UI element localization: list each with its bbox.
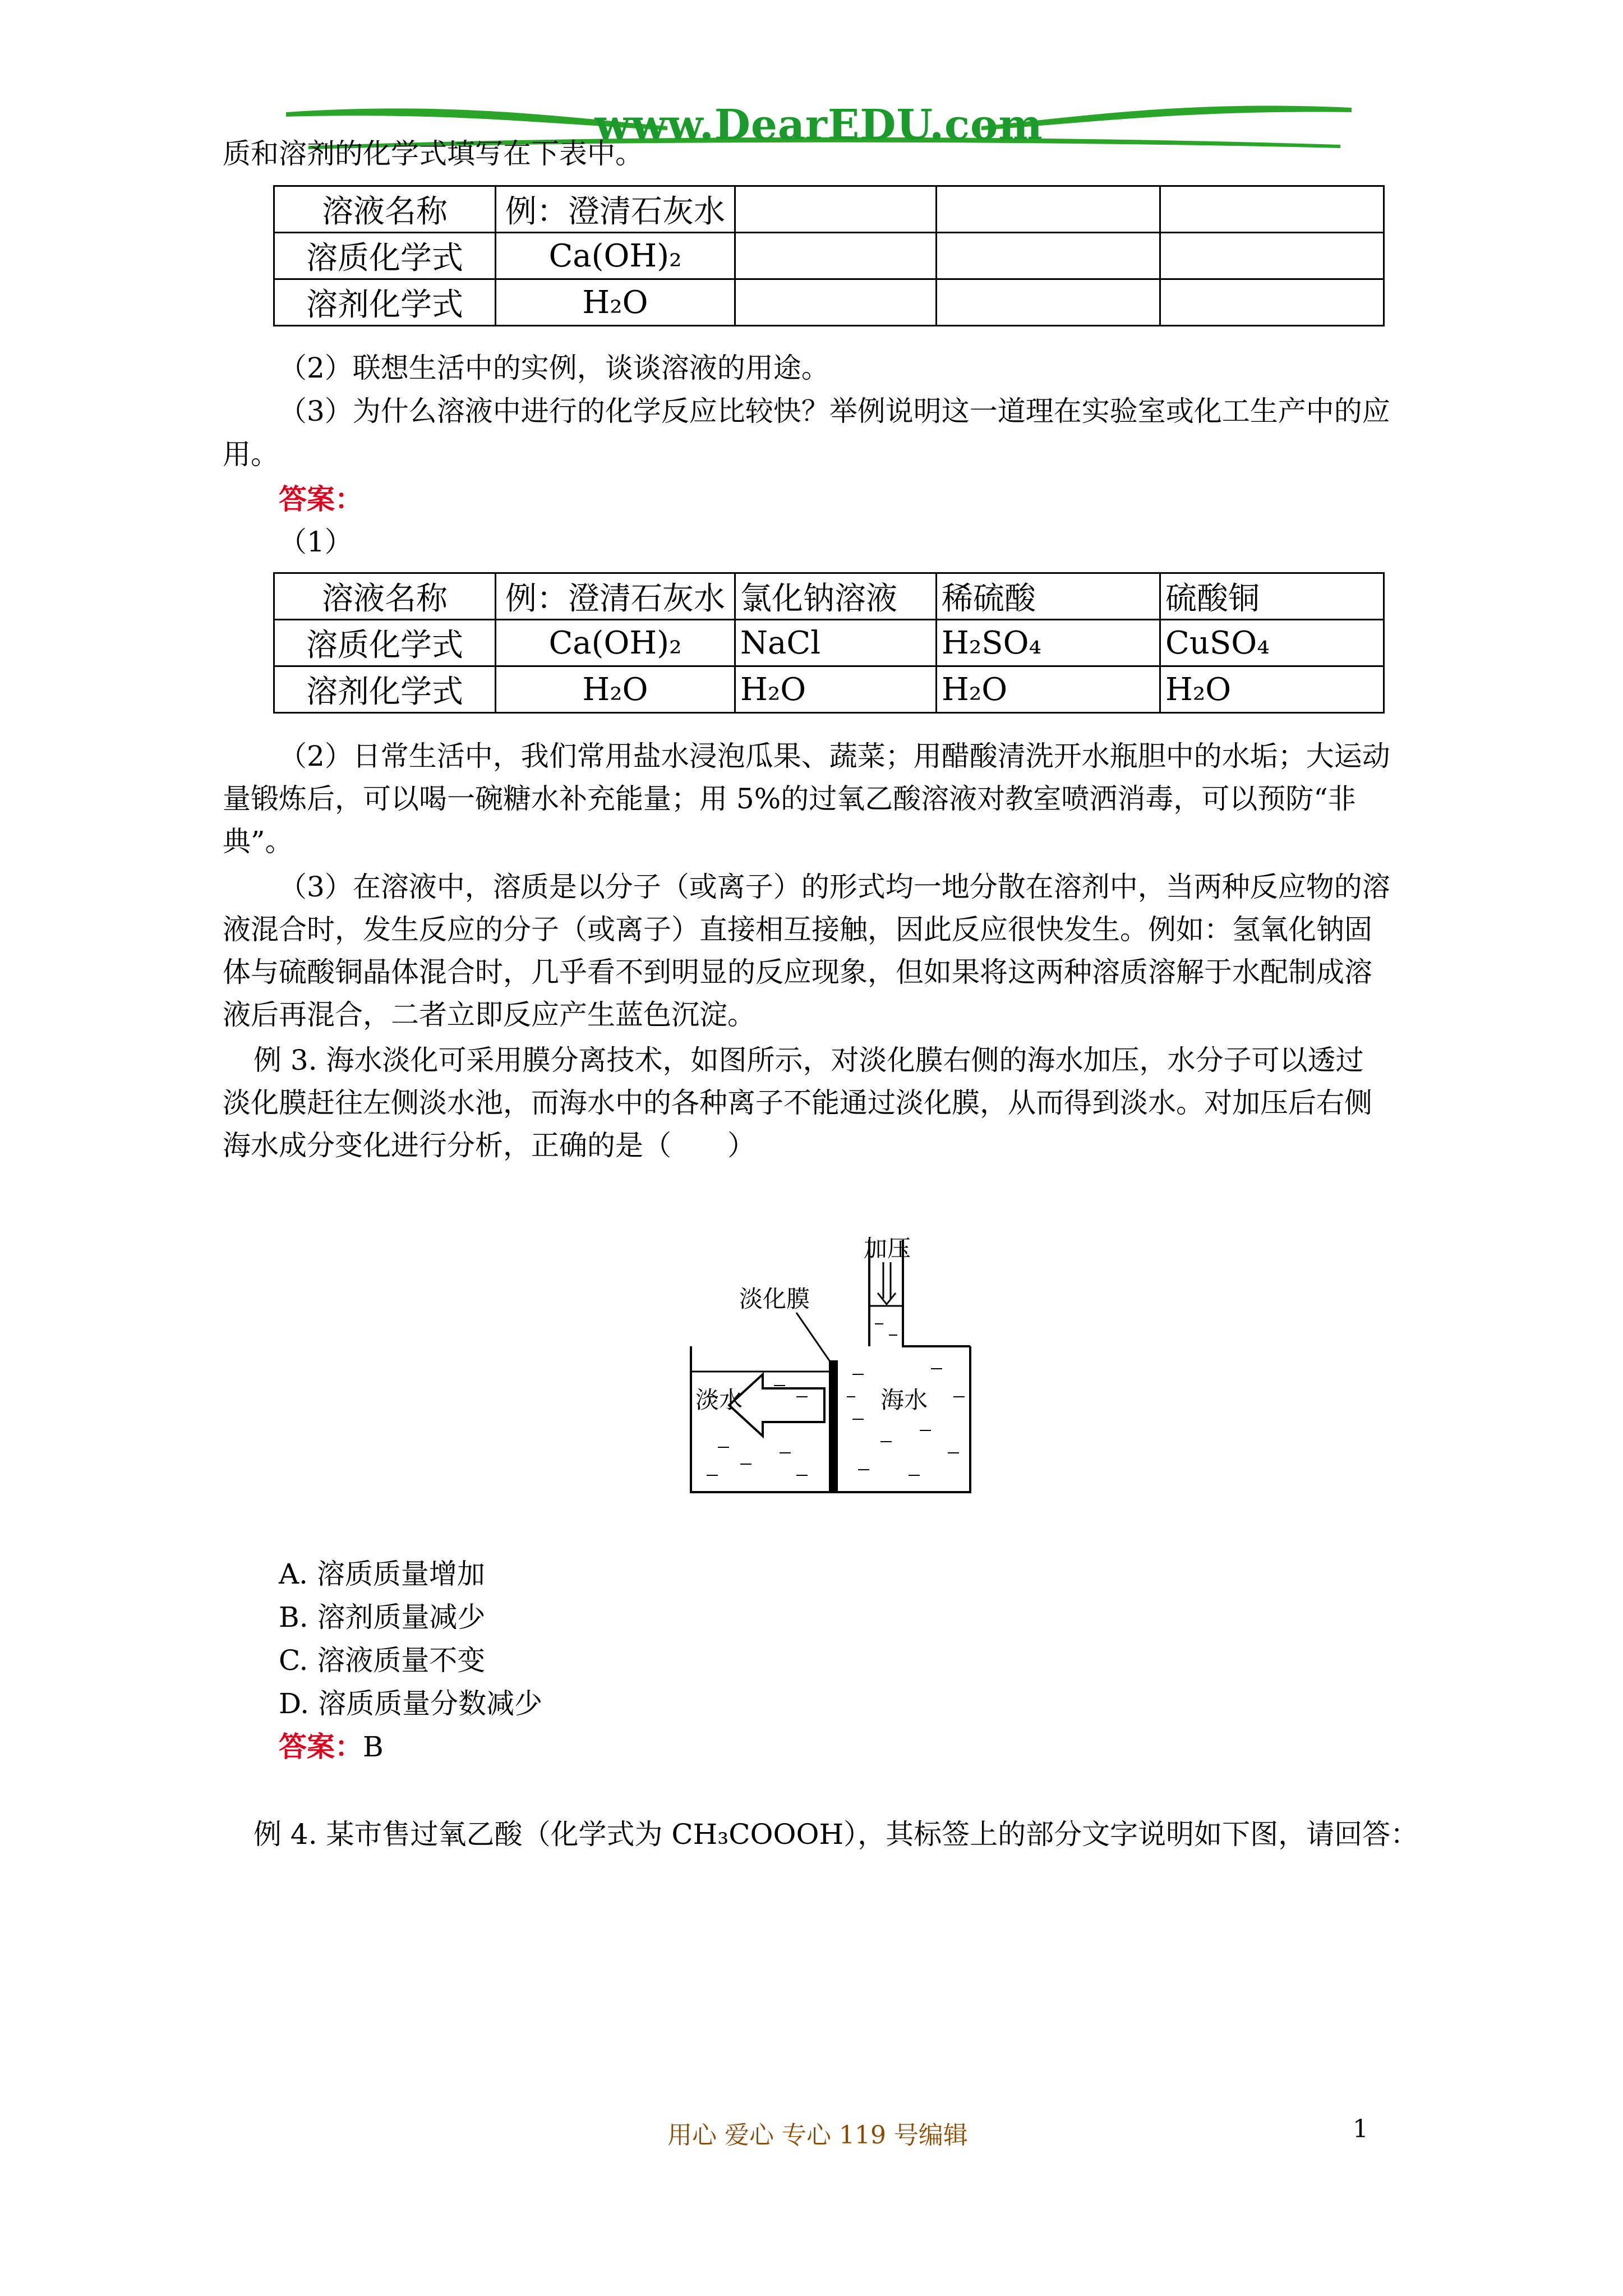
table-cell: 稀硫酸 <box>937 573 1160 620</box>
answer-table <box>273 572 1385 714</box>
question-table <box>273 185 1385 326</box>
table-cell: 硫酸铜 <box>1160 573 1384 620</box>
text-line: 海水成分变化进行分析，正确的是（ ） <box>223 1129 755 1162</box>
text-line: 例 3. 海水淡化可采用膜分离技术，如图所示，对淡化膜右侧的海水加压，水分子可以透过 <box>253 1044 1364 1076</box>
option-a: A. 溶质质量增加 <box>279 1558 485 1590</box>
answer-2-paragraph <box>223 735 1390 863</box>
table-row <box>274 573 1384 620</box>
table-cell <box>937 279 1160 326</box>
answer-3-value: B <box>363 1731 384 1763</box>
table-row <box>274 279 1384 326</box>
table-cell: H₂O <box>496 279 735 326</box>
answer-label-3: 答案： <box>279 1730 363 1763</box>
table-cell: 溶液名称 <box>274 186 496 233</box>
text-line: （2）日常生活中，我们常用盐水浸泡瓜果、蔬菜；用醋酸清洗开水瓶胆中的水垢；大运动 <box>279 740 1390 772</box>
table-row <box>274 233 1384 279</box>
label-sea-water: 海水 <box>880 1386 928 1414</box>
table-cell: NaCl <box>735 620 937 666</box>
example-3-text <box>223 1039 1372 1167</box>
option-d: D. 溶质质量分数减少 <box>279 1687 543 1720</box>
text-line: 液混合时，发生反应的分子（或离子）直接相互接触，因此反应很快发生。例如：氢氧化钠固 <box>223 913 1372 946</box>
question-3-line1: （3）为什么溶液中进行的化学反应比较快？举例说明这一道理在实验室或化工生产中的应 <box>279 395 1390 427</box>
answer-3-paragraph <box>223 866 1390 1036</box>
table-cell: 氯化钠溶液 <box>735 573 937 620</box>
answer-label: 答案： <box>279 482 363 516</box>
text-line: 液后再混合，二者立即反应产生蓝色沉淀。 <box>223 999 755 1031</box>
table-cell: 溶质化学式 <box>274 233 496 279</box>
footer-text: 用心 爱心 专心 119 号编辑 <box>667 2121 968 2150</box>
text-line: 体与硫酸铜晶体混合时，几乎看不到明显的反应现象，但如果将这两种溶质溶解于水配制成溶 <box>223 956 1372 988</box>
table-cell: 溶剂化学式 <box>274 279 496 326</box>
table-cell: H₂O <box>496 666 735 713</box>
table-cell: CuSO₄ <box>1160 620 1384 666</box>
table-cell: 例：澄清石灰水 <box>496 573 735 620</box>
option-b: B. 溶剂质量减少 <box>279 1601 486 1634</box>
table-cell: H₂O <box>1160 666 1384 713</box>
site-url[interactable]: www.DearEDU.com <box>594 101 1043 149</box>
table-cell <box>735 279 937 326</box>
desalination-diagram <box>684 1228 976 1498</box>
question-2: （2）联想生活中的实例，谈谈溶液的用途。 <box>279 352 829 384</box>
label-membrane: 淡化膜 <box>739 1285 810 1313</box>
table-cell <box>735 186 937 233</box>
table-cell: H₂O <box>937 666 1160 713</box>
intro-line: 质和溶剂的化学式填写在下表中。 <box>223 137 643 170</box>
table-cell: Ca(OH)₂ <box>496 620 735 666</box>
table-row <box>274 666 1384 713</box>
table-cell: 溶质化学式 <box>274 620 496 666</box>
table-cell <box>937 186 1160 233</box>
table-cell: H₂SO₄ <box>937 620 1160 666</box>
table-cell: Ca(OH)₂ <box>496 233 735 279</box>
answer-sub-1: （1） <box>279 526 353 558</box>
table-cell <box>1160 233 1384 279</box>
text-line: 量锻炼后，可以喝一碗糖水补充能量；用 5%的过氧乙酸溶液对教室喷洒消毒，可以预防“非 <box>223 783 1356 815</box>
option-c: C. 溶液质量不变 <box>279 1644 486 1677</box>
table-cell <box>1160 186 1384 233</box>
table-cell: 溶液名称 <box>274 573 496 620</box>
label-pressure: 加压 <box>864 1235 911 1262</box>
table-cell: 溶剂化学式 <box>274 666 496 713</box>
text-line: 淡化膜赶往左侧淡水池，而海水中的各种离子不能通过淡化膜，从而得到淡水。对加压后右侧 <box>223 1087 1372 1119</box>
table-cell: 例：澄清石灰水 <box>496 186 735 233</box>
text-line: 典”。 <box>223 825 293 858</box>
label-fresh-water: 淡水 <box>695 1386 743 1414</box>
question-3-line2: 用。 <box>223 438 279 471</box>
page-number: 1 <box>1353 2115 1368 2143</box>
table-cell <box>1160 279 1384 326</box>
example-4-text: 例 4. 某市售过氧乙酸（化学式为 CH₃COOOH），其标签上的部分文字说明如下图，请回答： <box>253 1818 1419 1851</box>
text-line: （3）在溶液中，溶质是以分子（或离子）的形式均一地分散在溶剂中，当两种反应物的溶 <box>279 871 1390 903</box>
table-cell <box>937 233 1160 279</box>
table-row <box>274 186 1384 233</box>
table-cell <box>735 233 937 279</box>
table-cell: H₂O <box>735 666 937 713</box>
table-row <box>274 620 1384 666</box>
